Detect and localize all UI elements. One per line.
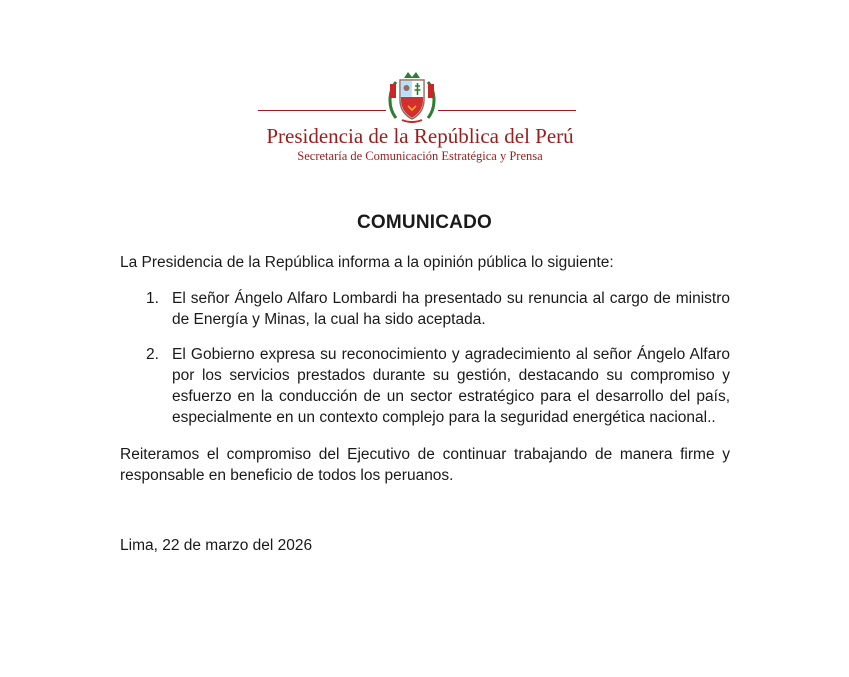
institution-name: Presidencia de la República del Perú — [266, 124, 574, 148]
header-rule-left — [258, 110, 386, 111]
list-item-number: 2. — [146, 346, 159, 363]
intro-paragraph: La Presidencia de la República informa a la opinión pública lo siguiente: — [120, 254, 614, 271]
closing-paragraph: Reiteramos el compromiso del Ejecutivo de continuar trabajando de manera firme y responsable en beneficio de todos los peruanos. — [120, 446, 730, 484]
list-item-text: El Gobierno expresa su reconocimiento y agradecimiento al señor Ángelo Alfaro por los servicios prestados durante su gestión, destacando su compromiso y esfuerzo en la conducción de un sector estratégico para el desarrollo del país, especialmente en un contexto complejo para la seguridad energética nacional.. — [172, 346, 730, 426]
peru-coat-of-arms-icon — [382, 68, 442, 128]
document-title: COMUNICADO — [357, 212, 492, 233]
list-item-number: 1. — [146, 290, 159, 307]
list-item — [146, 288, 730, 330]
list-item — [146, 344, 730, 428]
letterhead — [250, 68, 590, 168]
list-item-text: El señor Ángelo Alfaro Lombardi ha presentado su renuncia al cargo de ministro de Energía y Minas, la cual ha sido aceptada. — [172, 290, 730, 328]
date-line: Lima, 22 de marzo del 2026 — [120, 537, 313, 554]
department-name: Secretaría de Comunicación Estratégica y Prensa — [297, 149, 543, 163]
header-rule-right — [438, 110, 576, 111]
